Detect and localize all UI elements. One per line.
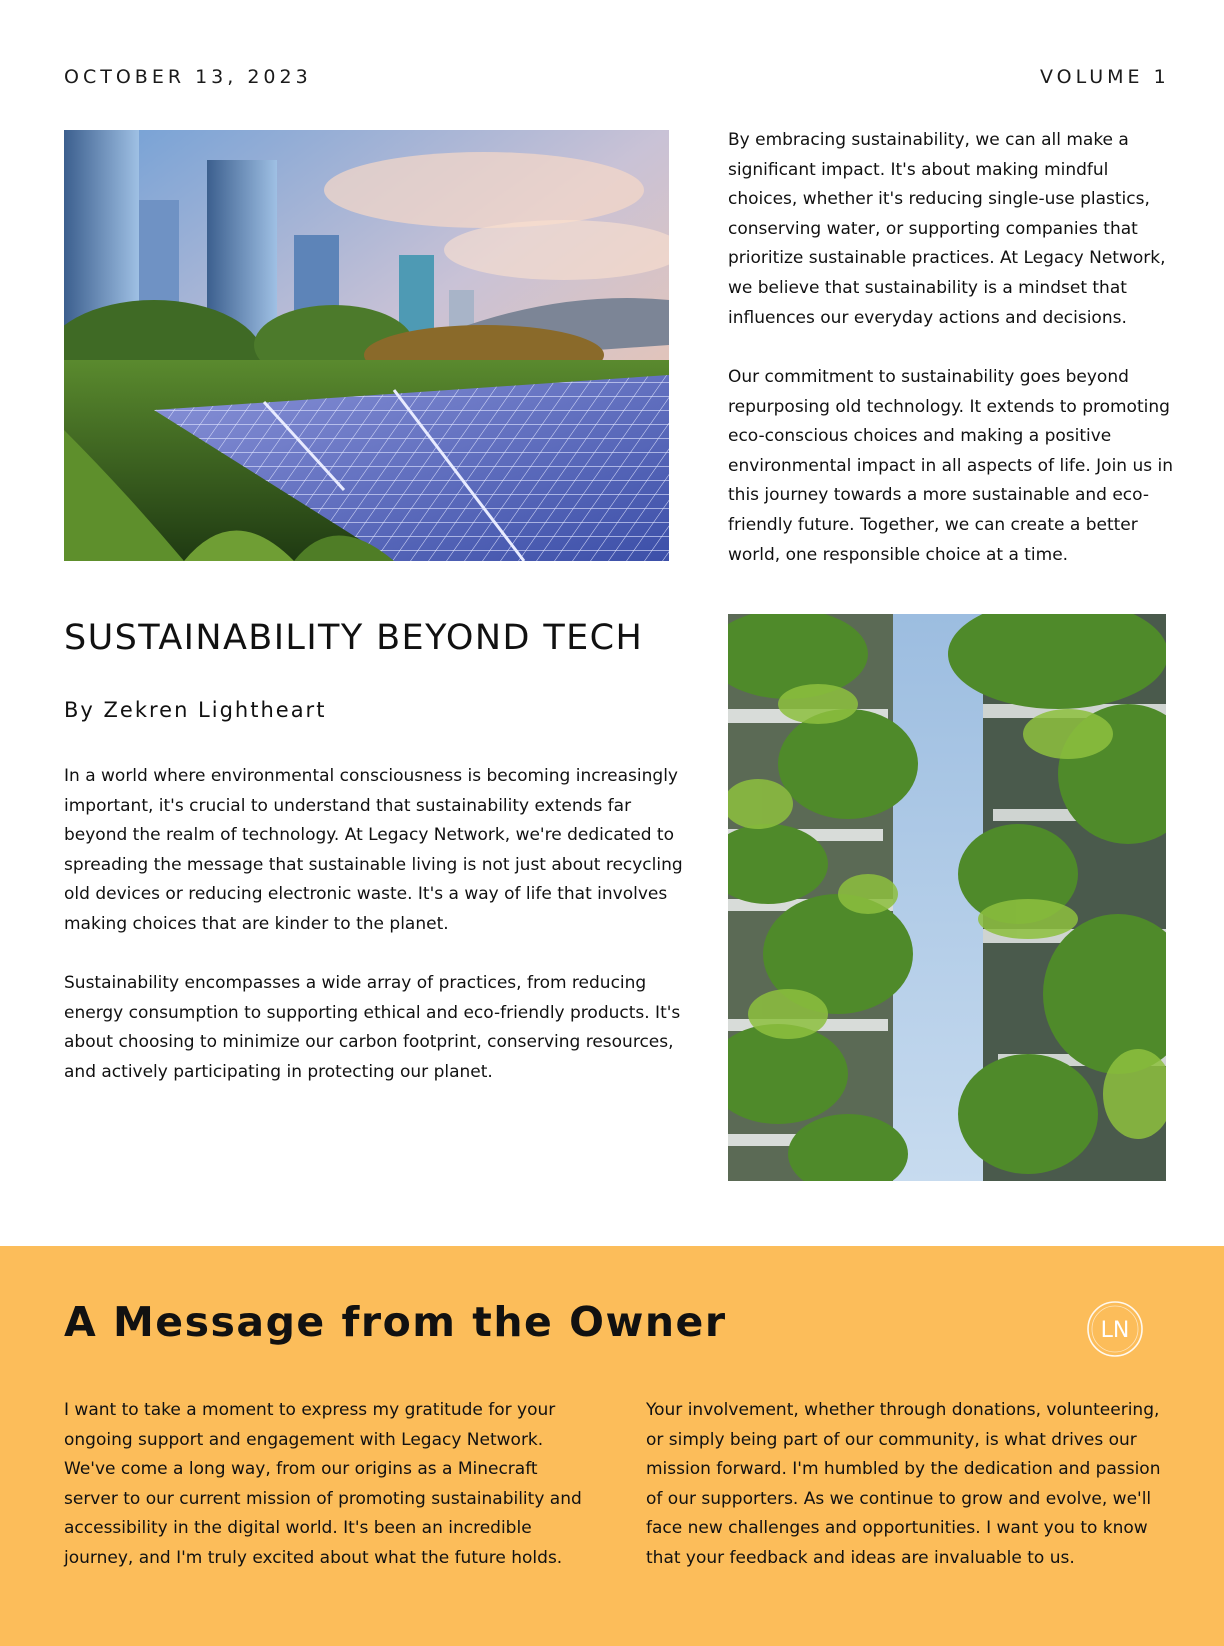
solar-city-photo xyxy=(64,130,669,561)
article-right-paragraph-2: Our commitment to sustainability goes beyond repurposing old technology. It extends to promoting eco-conscious choices and making a positive environmental impact in all aspects of life. Join us in this journey towards a more sustainable and eco-friendly future. Together, we can create a better world, one responsible choice at a time. xyxy=(728,367,1174,565)
article-right-paragraph-1: By embracing sustainability, we can all make a significant impact. It's about making mindful choices, whether it's reducing single-use plastics, conserving water, or supporting companies that prioritize sustainable practices. At Legacy Network, we believe that sustainability is a mindset that influences our everyday actions and decisions. xyxy=(728,130,1166,328)
article-left-paragraph-2: Sustainability encompasses a wide array of practices, from reducing energy consumption to supporting ethical and eco-friendly products. It's about choosing to minimize our carbon footprint, conserving resources, and actively participating in protecting our planet. xyxy=(64,973,681,1082)
owner-message-title: A Message from the Owner xyxy=(64,1298,727,1346)
issue-date: OCTOBER 13, 2023 xyxy=(64,66,312,88)
vertical-forest-photo xyxy=(728,614,1166,1181)
logo-text: LN xyxy=(1100,1318,1130,1343)
article-byline: By Zekren Lightheart xyxy=(64,698,327,722)
owner-message-paragraph-1: I want to take a moment to express my gratitude for your ongoing support and engagement with Legacy Network. We've come a long way, from our origins as a Minecraft server to our current mission of promoting sustainability and accessibility in the digital world. It's been an incredible journey, and I'm truly excited about what the future holds. xyxy=(64,1400,582,1568)
issue-volume: VOLUME 1 xyxy=(1040,66,1170,88)
legacy-network-logo-icon xyxy=(1086,1300,1144,1358)
article-title: SUSTAINABILITY BEYOND TECH xyxy=(64,618,644,658)
article-left-paragraph-1: In a world where environmental consciousness is becoming increasingly important, it's crucial to understand that sustainability extends far beyond the realm of technology. At Legacy Network, we're dedicated to spreading the message that sustainable living is not just about recycling old devices or reducing electronic waste. It's a way of life that involves making choices that are kinder to the planet. xyxy=(64,766,683,934)
owner-message-paragraph-2: Your involvement, whether through donations, volunteering, or simply being part of our community, is what drives our mission forward. I'm humbled by the dedication and passion of our supporters. As we continue to grow and evolve, we'll face new challenges and opportunities. I want you to know that your feedback and ideas are invaluable to us. xyxy=(646,1400,1161,1568)
